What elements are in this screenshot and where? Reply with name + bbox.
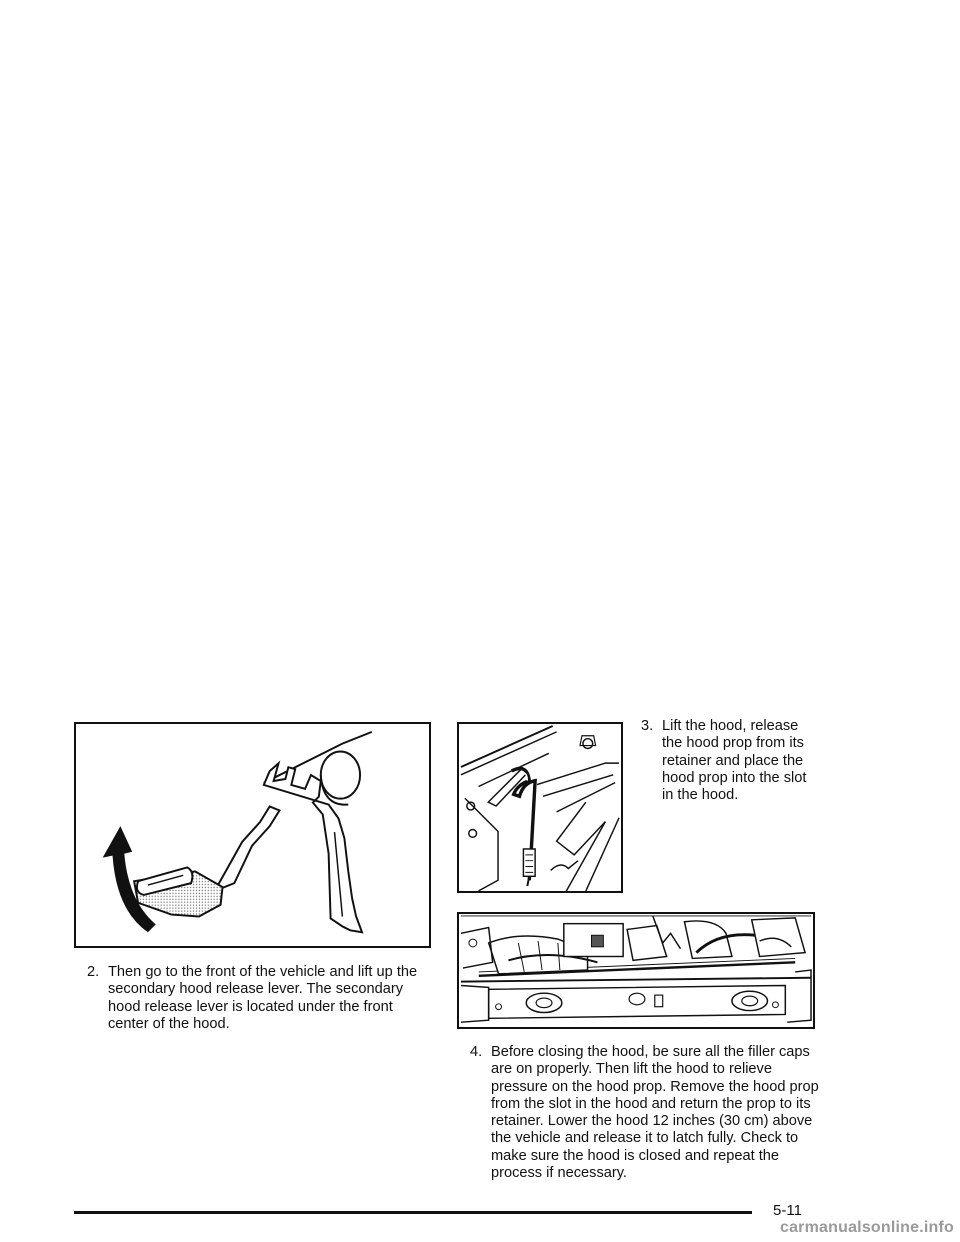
- engine-compartment-figure: [457, 912, 815, 1029]
- page-number: 5-11: [773, 1202, 802, 1219]
- step-3: [641, 718, 821, 804]
- step-text: Then go to the front of the vehicle and lift up the secondary hood release lever. The secondary hood release lever is located under the front center of the hood.: [108, 964, 418, 1032]
- hood-prop-icon: [459, 724, 621, 891]
- secondary-hood-release-lever-figure: [74, 722, 431, 948]
- step-text: Lift the hood, release the hood prop from its retainer and place the hood prop into the slot in the hood.: [662, 718, 807, 804]
- step-2: [87, 964, 432, 1033]
- secondary-hood-release-lever-icon: [76, 724, 429, 946]
- step-number: 2.: [87, 964, 100, 980]
- step-text: Before closing the hood, be sure all the filler caps are on properly. Then lift the hood to relieve pressure on the hood prop. Remove the hood prop from the slot in the hood and return the prop to its retainer. Lower the hood 12 inches (30 cm) above the vehicle and release it to latch fully. Check to make sure the hood is closed and repeat the process if necessary.: [491, 1044, 819, 1182]
- step-number: 3.: [641, 718, 654, 734]
- step-4: [470, 1044, 820, 1182]
- hood-prop-figure: [457, 722, 623, 893]
- footer-rule: [74, 1211, 752, 1214]
- engine-compartment-front-icon: [459, 914, 813, 1027]
- watermark: carmanualsonline.info: [779, 1219, 954, 1236]
- step-number: 4.: [470, 1044, 483, 1060]
